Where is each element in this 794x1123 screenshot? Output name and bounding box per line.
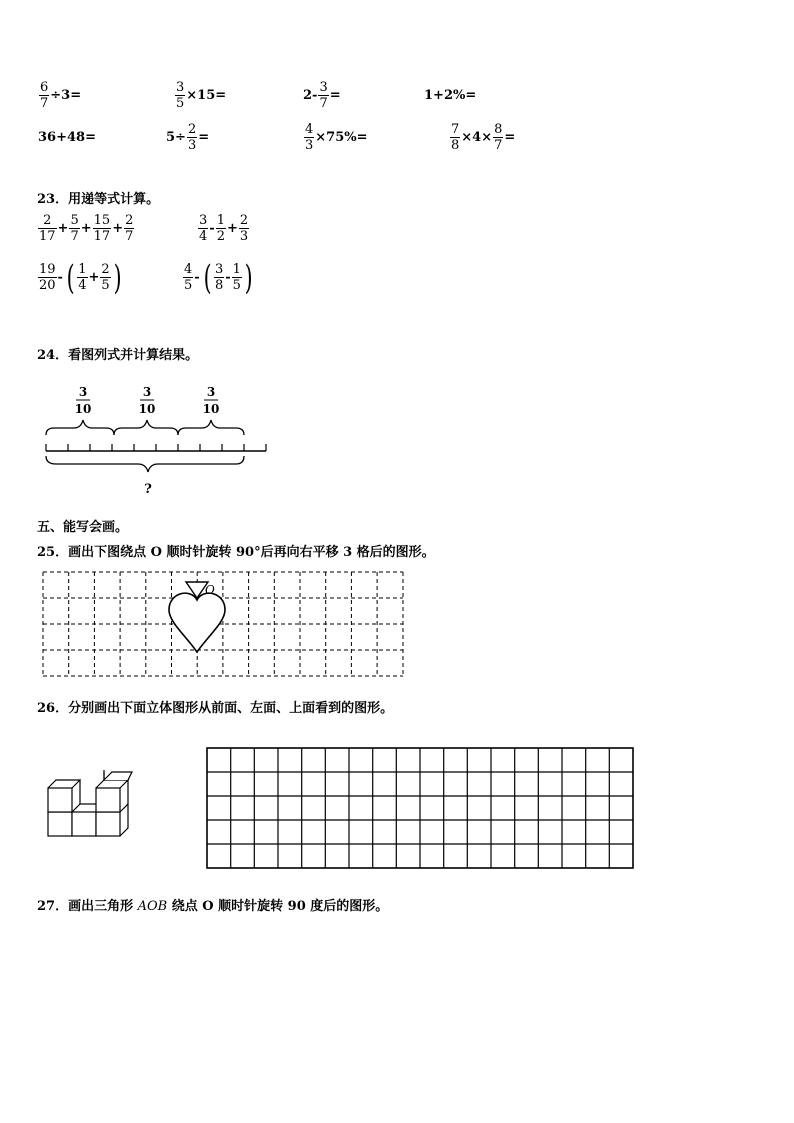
svg-text:?: ?: [144, 482, 152, 497]
fraction: $\frac{4}{3}$: [305, 122, 314, 153]
q23-expr-2: $\frac{3}{4}$ - $\frac{1}{2}$ + $\frac{2}{3}$: [199, 213, 249, 244]
heart-shape: [169, 593, 225, 652]
oral-expr-6: 5÷ $\frac{2}{3}$ =: [166, 122, 210, 153]
q27-title: 27．画出三角形 AOB 绕点 O 顺时针旋转 90 度后的图形。: [37, 899, 389, 914]
svg-text:10: 10: [202, 402, 220, 416]
oral-expr-5: 36+48=: [38, 130, 96, 145]
q23-expr-1: $\frac{2}{17}$ + $\frac{5}{7}$ + $\frac{15}{17}$ + $\frac{2}{7}$: [39, 213, 134, 244]
section5-title: 五、能写会画。: [37, 520, 129, 535]
svg-text:O: O: [205, 583, 215, 597]
fraction: $\frac{6}{7}$: [40, 80, 49, 111]
q23-title: 23．用递等式计算。: [37, 192, 160, 207]
svg-text:3: 3: [206, 385, 216, 399]
fraction: $\frac{7}{8}$: [451, 122, 460, 153]
oral-expr-8: $\frac{7}{8}$ ×4× $\frac{8}{7}$ =: [451, 122, 516, 153]
q25-title: 25．画出下图绕点 O 顺时针旋转 90°后再向右平移 3 格后的图形。: [37, 545, 435, 560]
fraction: $\frac{3}{7}$: [319, 80, 328, 111]
svg-text:3: 3: [142, 385, 152, 399]
q25-dashed-grid: [41, 570, 405, 682]
oral-expr-3: 2- $\frac{3}{7}$ =: [303, 80, 341, 111]
fraction: $\frac{2}{3}$: [187, 122, 197, 153]
q24-title: 24．看图列式并计算结果。: [37, 348, 199, 363]
svg-text:3: 3: [78, 385, 88, 399]
q26-solid-figure: [44, 770, 134, 840]
oral-expr-4: 1+2%=: [424, 88, 477, 103]
fraction: $\frac{3}{5}$: [176, 80, 185, 111]
q26-title: 26．分别画出下面立体图形从前面、左面、上面看到的图形。: [37, 701, 394, 716]
oral-expr-7: $\frac{4}{3}$ ×75%=: [305, 122, 368, 153]
fraction: $\frac{8}{7}$: [494, 122, 503, 153]
oral-expr-2: $\frac{3}{5}$ ×15=: [176, 80, 227, 111]
q23-expr-3: $\frac{19}{20}$ - ( $\frac{1}{4}$ + $\frac{2}{5}$ ): [39, 257, 122, 298]
oral-expr-1: $\frac{6}{7}$ ÷3=: [40, 80, 82, 111]
svg-text:10: 10: [74, 402, 92, 416]
q23-expr-4: $\frac{4}{5}$ - ( $\frac{3}{8}$ - $\frac{1}{5}$ ): [184, 257, 253, 298]
q24-segment-diagram: [38, 380, 270, 500]
svg-text:10: 10: [138, 402, 156, 416]
q26-square-grid: [206, 747, 636, 871]
